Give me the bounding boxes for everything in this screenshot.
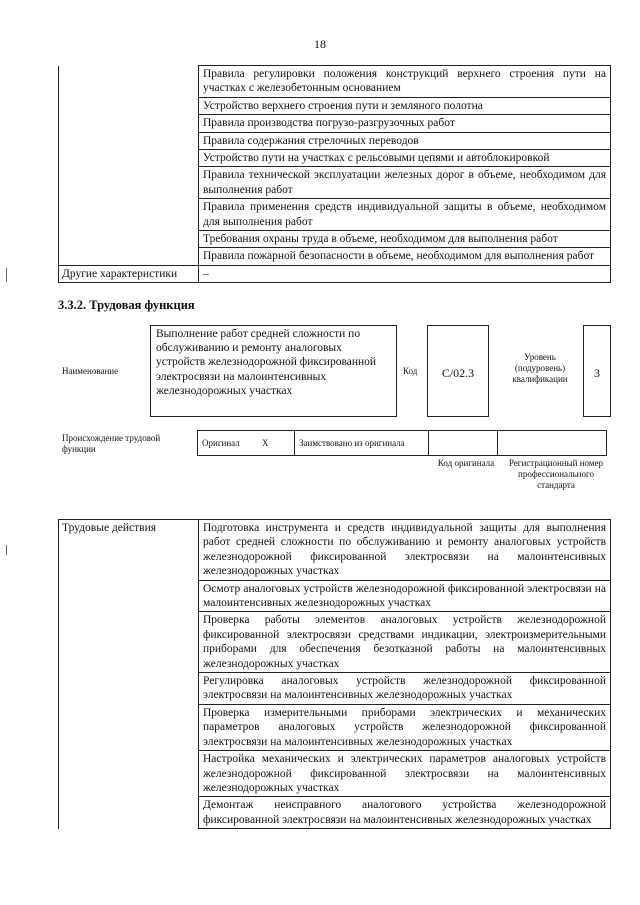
original-label: Оригинал: [198, 431, 259, 456]
table-cell: Устройство верхнего строения пути и земляного полотна: [199, 97, 611, 114]
table-row: [59, 66, 611, 98]
name-label: Наименование: [62, 366, 119, 376]
labor-actions-label: Трудовые действия: [59, 520, 199, 829]
function-name-box: Выполнение работ средней сложности по обслуживанию и ремонту аналоговых устройств железнодорожной фиксированной электросвязи на малоинтенсивных железнодорожных участках: [150, 325, 397, 417]
table-cell: Настройка механических и электрических параметров аналоговых устройств железнодорожной фиксированной электросвязи на малоинтенсивных железнодорожных участках: [199, 751, 611, 797]
table-cell: Проверка измерительными приборами электрических и механических параметров аналоговых устройств железнодорожной фиксированной электросвязи на малоинтенсивных железнодорожных участках: [199, 704, 611, 750]
original-mark: X: [258, 431, 295, 456]
level-label: Уровень (подуровень) квалификации: [512, 352, 568, 384]
table-cell: Правила регулировки положения конструкций верхнего строения пути на участках с железобетонным основанием: [199, 66, 611, 98]
table-cell: Правила применения средств индивидуальной защиты в объеме, необходимом для выполнения работ: [199, 199, 611, 231]
table-row: [59, 265, 611, 282]
registration-number-caption: Регистрационный номер профессионального стандарта: [508, 458, 604, 490]
code-original-cell: [429, 431, 498, 456]
page-number: 18: [314, 37, 326, 51]
empty-label-cell: [59, 66, 199, 266]
scan-margin-mark: [6, 545, 7, 555]
origin-label: Происхождение трудовой функции: [62, 433, 161, 454]
code-original-caption: Код оригинала: [437, 458, 495, 468]
table-cell: Правила содержания стрелочных переводов: [199, 132, 611, 149]
table-cell: Правила производства погрузо-разгрузочных работ: [199, 115, 611, 132]
table-cell: Осмотр аналоговых устройств железнодорожной фиксированной электросвязи на малоинтенсивных железнодорожных участках: [199, 580, 611, 612]
table-cell: Правила пожарной безопасности в объеме, необходимом для выполнения работ: [199, 248, 611, 265]
section-heading: 3.3.2. Трудовая функция: [58, 298, 195, 312]
table-cell: Регулировка аналоговых устройств железнодорожной фиксированной электросвязи на малоинтенсивных железнодорожных участках: [199, 673, 611, 705]
table-cell: Проверка работы элементов аналоговых устройств железнодорожной фиксированной электросвязи средствами индикации, электроизмерительными приборами для обеспечения безотказной работы на малоинтенсивных железнодорожных участках: [199, 612, 611, 673]
registration-number-cell: [498, 431, 607, 456]
knowledge-table: [58, 65, 611, 283]
table-cell: Подготовка инструмента и средств индивидуальной защиты для выполнения работ средней сложности по обслуживанию и ремонту аналоговых устройств железнодорожной фиксированной электросвязи на малоинтенсивных железнодорожных участках: [199, 520, 611, 581]
table-cell: Правила технической эксплуатации железных дорог в объеме, необходимом для выполнения работ: [199, 167, 611, 199]
borrowed-label: Заимствовано из оригинала: [295, 431, 429, 456]
function-code-box: С/02.3: [427, 325, 489, 417]
scan-margin-mark: [6, 268, 7, 282]
table-row: [59, 520, 611, 581]
labor-actions-table: [58, 519, 611, 829]
other-characteristics-value: –: [199, 265, 611, 282]
table-row: [198, 431, 607, 456]
table-cell: Требования охраны труда в объеме, необходимом для выполнения работ: [199, 231, 611, 248]
level-value-box: 3: [583, 325, 611, 417]
table-cell: Устройство пути на участках с рельсовыми цепями и автоблокировкой: [199, 150, 611, 167]
code-label: Код: [403, 366, 418, 376]
origin-table: [197, 430, 607, 456]
other-characteristics-label: Другие характеристики: [59, 265, 199, 282]
table-cell: Демонтаж неисправного аналогового устройства железнодорожной фиксированной электросвязи на малоинтенсивных железнодорожных участках: [199, 797, 611, 829]
